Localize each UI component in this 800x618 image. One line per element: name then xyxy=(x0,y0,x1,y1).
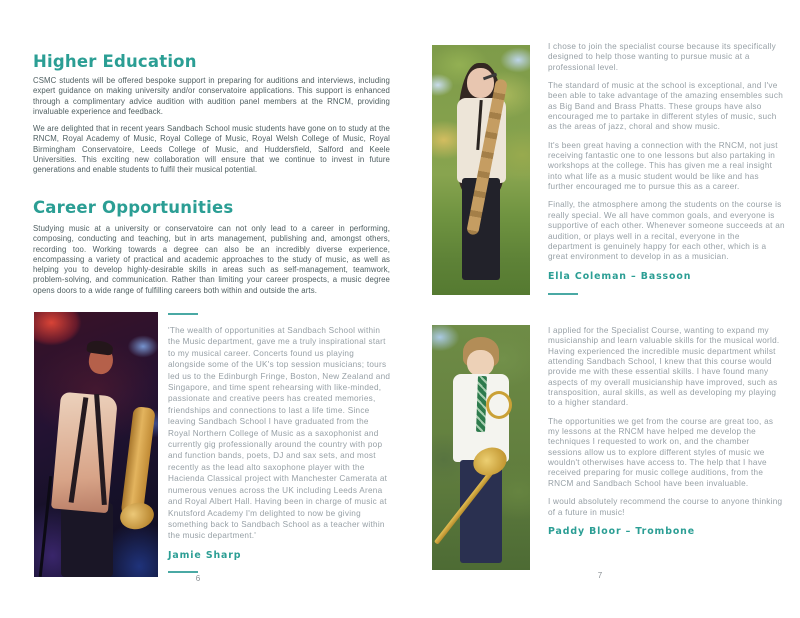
jamie-sharp-name: Jamie Sharp xyxy=(168,549,242,561)
ella-paragraph-2: The standard of music at the school is exceptional, and I've been able to take advantage of the amazing ensembles such as Big Band and Brass Phatts. These groups have also encouraged me to partake in different styles of music, such as the areas of jazz, choral and show music. xyxy=(548,81,784,132)
page-number-right: 7 xyxy=(597,571,603,580)
heading-higher-education: Higher Education xyxy=(33,52,197,71)
page-number-left: 6 xyxy=(195,574,201,583)
testimonial-ella-coleman xyxy=(548,42,785,295)
career-opportunities-paragraph: Studying music at a university or conservatoire can not only lead to a career in performing, composing, conducting and teaching, but in arts management, publishing and, amongst others, recording too. Working towards a degree can also be an incredibly diverse experience, encompassing a variety of practical and academic approaches to the study of music, as well as helping you to develop highly-desirable skills in areas such as self-management, teamwork, problem-solving, and communication. Rather than limiting your career prospects, a music degree opens doors to a wide range of fulfilling careers both within and outside the arts. xyxy=(33,224,390,295)
heading-career-opportunities: Career Opportunities xyxy=(33,198,234,217)
microphone-stand-shape xyxy=(39,476,53,576)
ella-coleman-name: Ella Coleman – Bassoon xyxy=(548,270,692,282)
paddy-bloor-name: Paddy Bloor – Trombone xyxy=(548,525,696,537)
paddy-paragraph-2: The opportunities we get from the course are great too, as my lessons at the RNCM have helped me develop the techniques I requested to work on, and the chamber sessions allow us to explore different styles of music we wouldn't otherwises have access to. The help that I have received preparing for music college auditions, from the RNCM and Sandbach School have been invaluable. xyxy=(548,416,774,488)
bassoon-student-photo xyxy=(432,45,530,295)
quote-divider-ella xyxy=(548,293,578,295)
quote-divider-top xyxy=(168,313,198,315)
student-trousers-shape xyxy=(460,460,501,563)
ella-paragraph-1: I chose to join the specialist course because its specifically designed to help those wanting to pursue music at a professional level. xyxy=(548,42,777,72)
paddy-paragraph-1: I applied for the Specialist Course, wanting to expand my musicianship and learn valuable skills for the musical world. Having experienced the incredible music department whilst attending Sandbach School, I knew that this course would provide me with these essential skills. I have found many aspects of my overall musicianship have improved, such as transposition, aural skills, as well as developing my playing to a higher standard. xyxy=(548,326,780,408)
higher-education-paragraph-1: CSMC students will be offered bespoke support in preparing for auditions and interviews, including expert guidance on making university and/or conservatoire applications. This support is enhanced through a complimentary advice audition with audition panel members at the RNCM, providing invaluable experience and feedback. xyxy=(33,76,390,116)
trombone-tubing-shape xyxy=(486,391,512,419)
trombone-student-photo xyxy=(432,325,530,570)
performer-trousers-shape xyxy=(61,503,113,577)
student-face-shape xyxy=(467,350,493,377)
saxophonist-photo xyxy=(34,312,158,577)
paddy-paragraph-3: I would absolutely recommend the course to anyone thinking of a future in music! xyxy=(548,497,783,517)
jamie-sharp-quote: 'The wealth of opportunities at Sandbach School within the Music department, gave me a truly inspirational start to my musical career. Concerts found us playing alongside some of the UK's top session musicians; tours led us to the Edinburgh Fringe, Boston, New Zealand and Singapore, and time spent rehearsing with like-minded, passionate and creative peers has created memories, friendships and connections to last a life time. Since leaving Sandbach School I have graduated from the Royal Northern College of Music as a saxophonist and currently gig professionally around the country with pop and function bands, poets, DJ and sax sets, and most recently as the lead alto saxophone player with the Hacienda Classical project with Manchester Camerata at numerous venues across the UK including Leeds Arena and Royal Albert Hall. Having been in charge of music at Knutsford Academy I'm delighted to now be giving something back to Sandbach School as a teacher within the music department.' xyxy=(168,326,391,541)
quote-divider-bottom xyxy=(168,571,198,573)
higher-education-paragraph-2: We are delighted that in recent years Sandbach School music students have gone on to study at the RNCM, Royal Academy of Music, Royal College of Music, Royal Welsh College of Music, Royal Birmingham Conservatoire, Leeds College of Music, and Huddersfield, Salford and Keele Universities. This exciting new collaboration will ensure that we continue to invest in future generations and enable students to fulfil their musical potential. xyxy=(33,124,390,175)
testimonial-paddy-bloor xyxy=(548,326,785,537)
student-face-shape xyxy=(467,68,493,98)
testimonial-jamie-sharp xyxy=(168,313,391,573)
ella-paragraph-3: It's been great having a connection with the RNCM, not just receiving fantastic one to one lessons but also partaking in workshops at the college. This has given me a real insight into what life as a music student would be like and has further encouraged me to pursue this as a career. xyxy=(548,140,778,192)
ella-paragraph-4: Finally, the atmosphere among the students on the course is really special. We all have common goals, and everyone is supportive of each other. Whenever someone succeeds at an audition, or plays well in a recital, everyone in the department is genuinely happy for each other, which is a great environment to develop in as a musician. xyxy=(548,200,785,262)
